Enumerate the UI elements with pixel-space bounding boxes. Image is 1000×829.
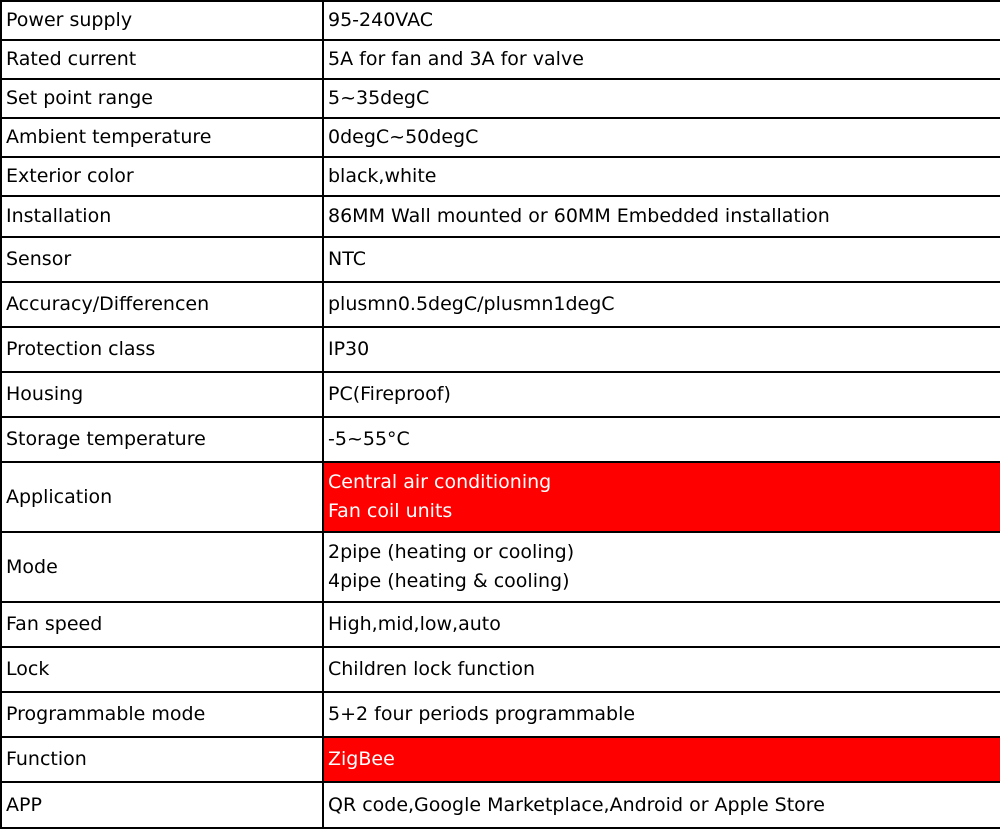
table-row	[1, 602, 1000, 647]
spec-value-line: NTC	[328, 248, 366, 270]
spec-value-line: 5~35degC	[328, 87, 430, 109]
spec-value-line: black,white	[328, 165, 437, 187]
spec-value-cell	[323, 782, 1000, 828]
spec-value-cell	[323, 237, 1000, 282]
spec-label-cell: Housing	[1, 372, 323, 417]
spec-label-cell: Exterior color	[1, 157, 323, 196]
table-row	[1, 237, 1000, 282]
table-row	[1, 782, 1000, 828]
table-row	[1, 40, 1000, 79]
spec-label-cell: Fan speed	[1, 602, 323, 647]
spec-table-body	[1, 1, 1000, 828]
table-row	[1, 118, 1000, 157]
spec-label-cell: Ambient temperature	[1, 118, 323, 157]
spec-label-cell: APP	[1, 782, 323, 828]
spec-value-line: PC(Fireproof)	[328, 383, 451, 405]
spec-label-cell: Set point range	[1, 79, 323, 118]
spec-value-cell	[323, 462, 1000, 532]
spec-value-line: plusmn0.5degC/plusmn1degC	[328, 293, 615, 315]
table-row	[1, 372, 1000, 417]
spec-value-line: ZigBee	[328, 748, 395, 770]
table-row	[1, 282, 1000, 327]
spec-label-cell: Protection class	[1, 327, 323, 372]
spec-label-cell: Function	[1, 737, 323, 782]
spec-value-cell	[323, 602, 1000, 647]
spec-value-line: Fan coil units	[328, 500, 453, 522]
spec-label-cell: Installation	[1, 196, 323, 237]
table-row	[1, 79, 1000, 118]
spec-value-line: 2pipe (heating or cooling)	[328, 541, 575, 563]
table-row	[1, 532, 1000, 602]
table-row	[1, 737, 1000, 782]
spec-label-cell: Power supply	[1, 1, 323, 40]
spec-value-cell	[323, 40, 1000, 79]
spec-label-cell: Application	[1, 462, 323, 532]
table-row	[1, 462, 1000, 532]
spec-label-cell: Storage temperature	[1, 417, 323, 462]
spec-label-cell: Programmable mode	[1, 692, 323, 737]
spec-label-cell: Rated current	[1, 40, 323, 79]
spec-value-line: Central air conditioning	[328, 471, 552, 493]
spec-value-cell	[323, 282, 1000, 327]
spec-value-line: 5+2 four periods programmable	[328, 703, 636, 725]
spec-value-cell	[323, 692, 1000, 737]
table-row	[1, 417, 1000, 462]
spec-label-cell: Sensor	[1, 237, 323, 282]
spec-value-line: 86MM Wall mounted or 60MM Embedded installation	[328, 205, 830, 227]
spec-value-cell	[323, 79, 1000, 118]
spec-label-cell: Mode	[1, 532, 323, 602]
spec-value-line: 95-240VAC	[328, 9, 434, 31]
spec-value-line: High,mid,low,auto	[328, 613, 501, 635]
table-row	[1, 692, 1000, 737]
table-row	[1, 196, 1000, 237]
spec-value-cell	[323, 1, 1000, 40]
table-row	[1, 1, 1000, 40]
spec-value-line: -5~55°C	[328, 428, 410, 450]
spec-label-cell: Accuracy/Differencen	[1, 282, 323, 327]
spec-value-cell	[323, 327, 1000, 372]
spec-value-cell	[323, 647, 1000, 692]
spec-value-line: 0degC~50degC	[328, 126, 479, 148]
spec-value-line: Children lock function	[328, 658, 536, 680]
spec-value-cell	[323, 532, 1000, 602]
table-row	[1, 157, 1000, 196]
spec-value-line: 5A for fan and 3A for valve	[328, 48, 584, 70]
table-row	[1, 647, 1000, 692]
spec-value-cell	[323, 737, 1000, 782]
table-row	[1, 327, 1000, 372]
spec-value-cell	[323, 372, 1000, 417]
spec-value-line: QR code,Google Marketplace,Android or Apple Store	[328, 793, 825, 816]
spec-value-cell	[323, 118, 1000, 157]
spec-value-line: IP30	[328, 338, 370, 360]
spec-label-cell: Lock	[1, 647, 323, 692]
spec-value-line: 4pipe (heating & cooling)	[328, 570, 570, 592]
spec-value-cell	[323, 196, 1000, 237]
spec-value-cell	[323, 417, 1000, 462]
spec-value-cell	[323, 157, 1000, 196]
